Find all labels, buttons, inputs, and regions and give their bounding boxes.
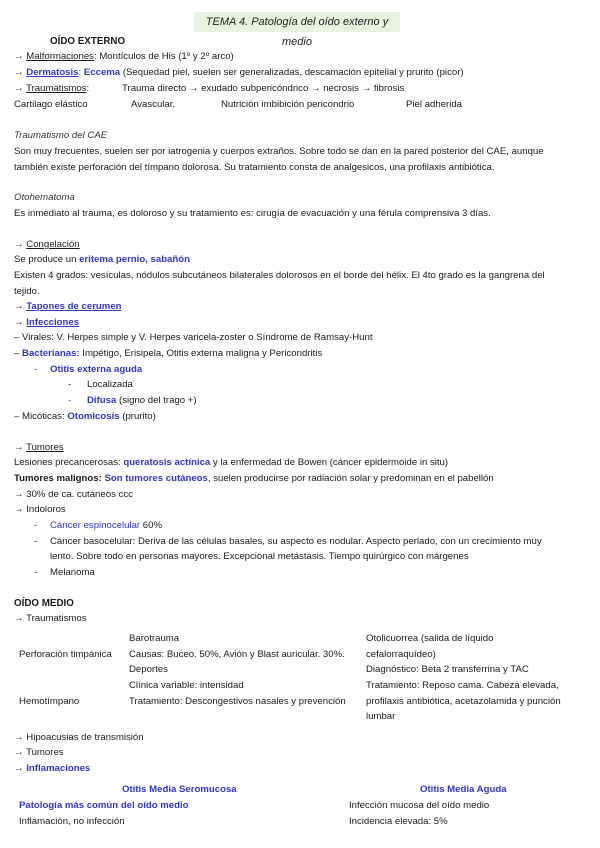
seromucosa-item-1: Patología más común del oído medio — [19, 800, 189, 811]
otohematoma-line: Es inmediato al trauma, es doloroso y su tratamiento es: cirugía de evacuación y una férula comprensiva 3 días. — [14, 208, 491, 219]
queratosis-term: queratosis actínica — [123, 457, 211, 468]
congelacion-eritema — [14, 253, 190, 266]
congelacion-label: Congelación — [26, 239, 80, 250]
porcentaje-line: → 30% de ca. cutáneos ccc — [14, 489, 133, 500]
malformaciones-line — [14, 50, 234, 63]
arrow-icon: → — [14, 301, 24, 312]
traumatismos-line — [14, 82, 89, 95]
malignos-line — [14, 472, 494, 485]
dermatosis-sep: : — [78, 67, 84, 78]
infecciones-label: Infecciones — [26, 317, 80, 328]
tapones-label: Tapones de cerumen — [26, 301, 122, 312]
arrow-icon: → — [14, 317, 24, 328]
basocelular-line-1: Cáncer basocelular: Deriva de las células basales, su aspecto es nodular. Aspecto perlado, con un crecimiento muy — [50, 536, 542, 547]
malformaciones-label: Malformaciones — [26, 51, 94, 62]
seromucosa-item-2: Inflamación, no infección — [19, 816, 125, 827]
om-inflamaciones-line — [14, 762, 90, 775]
congelacion-line — [14, 238, 80, 251]
om-tratamiento-1: Tratamiento: Descongestivos nasales y prevención — [129, 696, 346, 707]
bacterianas-dash: – — [14, 348, 23, 359]
cae-heading: Traumatismo del CAE — [14, 130, 108, 141]
otitis-externa-aguda: Otitis externa aguda — [50, 364, 143, 375]
difusa-text: (signo del trago +) — [116, 395, 197, 406]
arrow-icon: → — [14, 442, 24, 453]
dermatosis-text: (Sequedad piel, suelen ser generalizadas, descamación epitelial y prurito (picor) — [120, 67, 464, 78]
congelacion-line-2: tejido. — [14, 286, 40, 297]
arrow-icon: → — [14, 763, 27, 774]
difusa-term: Difusa — [87, 395, 117, 406]
malignos-term: Son tumores cutáneos — [104, 473, 208, 484]
otitis-aguda-heading: Otitis Media Aguda — [420, 784, 507, 795]
micoticas-pre: – Micóticas: — [14, 411, 68, 422]
arrow-icon: → — [14, 67, 24, 78]
espinocelular-item — [50, 519, 162, 532]
tumores-line — [14, 441, 64, 454]
infecciones-line — [14, 316, 79, 329]
om-otolicuorrea-2: cefalorraquídeo) — [366, 649, 436, 660]
difusa-dash: - — [68, 395, 72, 406]
lesiones-pre: Lesiones precancerosas: — [14, 457, 124, 468]
otitis-externa-dash: - — [34, 364, 38, 375]
cartilage-col-2: Avascular. — [131, 99, 176, 110]
bacterianas-line — [14, 347, 322, 360]
otitis-seromucosa-heading: Otitis Media Seromucosa — [122, 784, 237, 795]
om-causas: Causas: Buceo. 50%, Avión y Blast auricular. 30%. — [129, 649, 345, 660]
cae-line-2: también existe perforación del tímpano dolorosa. Su tratamiento consta de analgesicos, una profilaxis antibiótica. — [14, 162, 495, 173]
om-traumatismos: → Traumatismos — [14, 613, 87, 624]
dermatosis-line — [14, 66, 464, 79]
cartilage-col-4: Piel adherida — [406, 99, 463, 110]
congelacion-pre: Se produce un — [14, 254, 80, 265]
om-deportes: Deportes — [129, 664, 168, 675]
malignos-label: Tumores malignos: — [14, 473, 105, 484]
section-heading-oido-medio: OÍDO MEDIO — [14, 598, 74, 609]
cae-line-1: Son muy frecuentes, suelen ser por iatrogenia y cuerpos extraños. Sobre todo se dan en la pared posterior del CAE, aunque — [14, 146, 544, 157]
section-heading-oido-externo: OÍDO EXTERNO — [50, 36, 126, 47]
micoticas-line — [14, 410, 156, 423]
tapones-line — [14, 300, 122, 313]
om-inflamaciones: Inflamaciones — [26, 763, 91, 774]
eritema-term: eritema pernio, sabañón — [79, 254, 190, 265]
aguda-item-1: Infección mucosa del oído medio — [349, 800, 490, 811]
espinocelular-text: 60% — [140, 520, 162, 531]
om-tumores: → Tumores — [14, 747, 64, 758]
eccema-term: Eccema — [83, 67, 121, 78]
traumatismos-label: Traumatismos — [26, 83, 87, 94]
bacterianas-label: Bacterianas: — [22, 348, 80, 359]
lesiones-text: y la enfermedad de Bowen (cáncer epidermoide in situ) — [210, 457, 449, 468]
arrow-icon: → — [14, 83, 24, 94]
cartilage-col-1: Cartilago elástico — [14, 99, 88, 110]
cartilage-col-3: Nutrición imbibición pericondrio — [221, 99, 355, 110]
otomicosis-term: Otomicosis — [67, 411, 120, 422]
aguda-item-2: Incidencia elevada: 5% — [349, 816, 448, 827]
difusa-item — [87, 394, 197, 407]
malformaciones-text: : Montículos de His (1º y 2º arco) — [93, 51, 234, 62]
basocelular-dash: - — [34, 536, 38, 547]
espinocelular-term: Cáncer espinocelular — [50, 520, 141, 531]
tumores-label: Tumores — [26, 442, 64, 453]
om-perforacion-label: Perforación timpánica — [19, 649, 112, 660]
om-tratamiento-2b: profilaxis antibiótica, acetazolamida y punción — [366, 696, 561, 707]
arrow-icon: → — [14, 239, 24, 250]
otohematoma-heading: Otohematoma — [14, 192, 75, 203]
lesiones-line — [14, 456, 448, 469]
indoloros-line: → Indoloros — [14, 504, 66, 515]
dermatosis-label: Dermatosis — [26, 67, 79, 78]
congelacion-line-1: Existen 4 grados: vesículas, nódulos subcutáneos bilaterales dolorosos en el borde del hélix. El 4to grado es la gangrena del — [14, 270, 545, 281]
om-otolicuorrea-1: Otolicuorrea (salida de líquido — [366, 633, 494, 644]
om-tratamiento-2c: lumbar — [366, 711, 396, 722]
bacterianas-text: Impétigo, Erisipela, Otitis externa maligna y Pericondritis — [79, 348, 323, 359]
melanoma-item: Melanoma — [50, 567, 95, 578]
om-hipoacusias: → Hipoacusias de transmisión — [14, 732, 144, 743]
om-diagnostico: Diagnóstico: Beta 2 transferrina y TAC — [366, 664, 529, 675]
om-hemotimpano-label: Hemotímpano — [19, 696, 80, 707]
virales-line: – Virales: V. Herpes simple y V. Herpes varicela-zoster o Síndrome de Ramsay-Hunt — [14, 332, 373, 343]
localizada-item: Localizada — [87, 379, 133, 390]
page-title: TEMA 4. Patología del oído externo y medio — [194, 12, 400, 32]
om-tratamiento-2a: Tratamiento: Reposo cama. Cabeza elevada, — [366, 680, 559, 691]
espinocelular-dash: - — [34, 520, 38, 531]
traumatismos-sep: : — [86, 83, 90, 94]
traumatismos-text: Trauma directo → exudado subpericóndrico → necrosis → fibrosis — [122, 83, 405, 94]
micoticas-text: (prurito) — [119, 411, 156, 422]
localizada-dash: - — [68, 379, 72, 390]
om-clinica: Clínica variable: intensidad — [129, 680, 244, 691]
melanoma-dash: - — [34, 567, 38, 578]
basocelular-line-2: lento. Sobre todo en personas mayores. Excepcional metástasis. Tiempo quirúrgico con márgenes — [50, 551, 469, 562]
arrow-icon: → — [14, 51, 24, 62]
malignos-text: , suelen producirse por radiación solar y predominan en el pabellón — [207, 473, 494, 484]
om-barotrauma: Barotrauma — [129, 633, 180, 644]
